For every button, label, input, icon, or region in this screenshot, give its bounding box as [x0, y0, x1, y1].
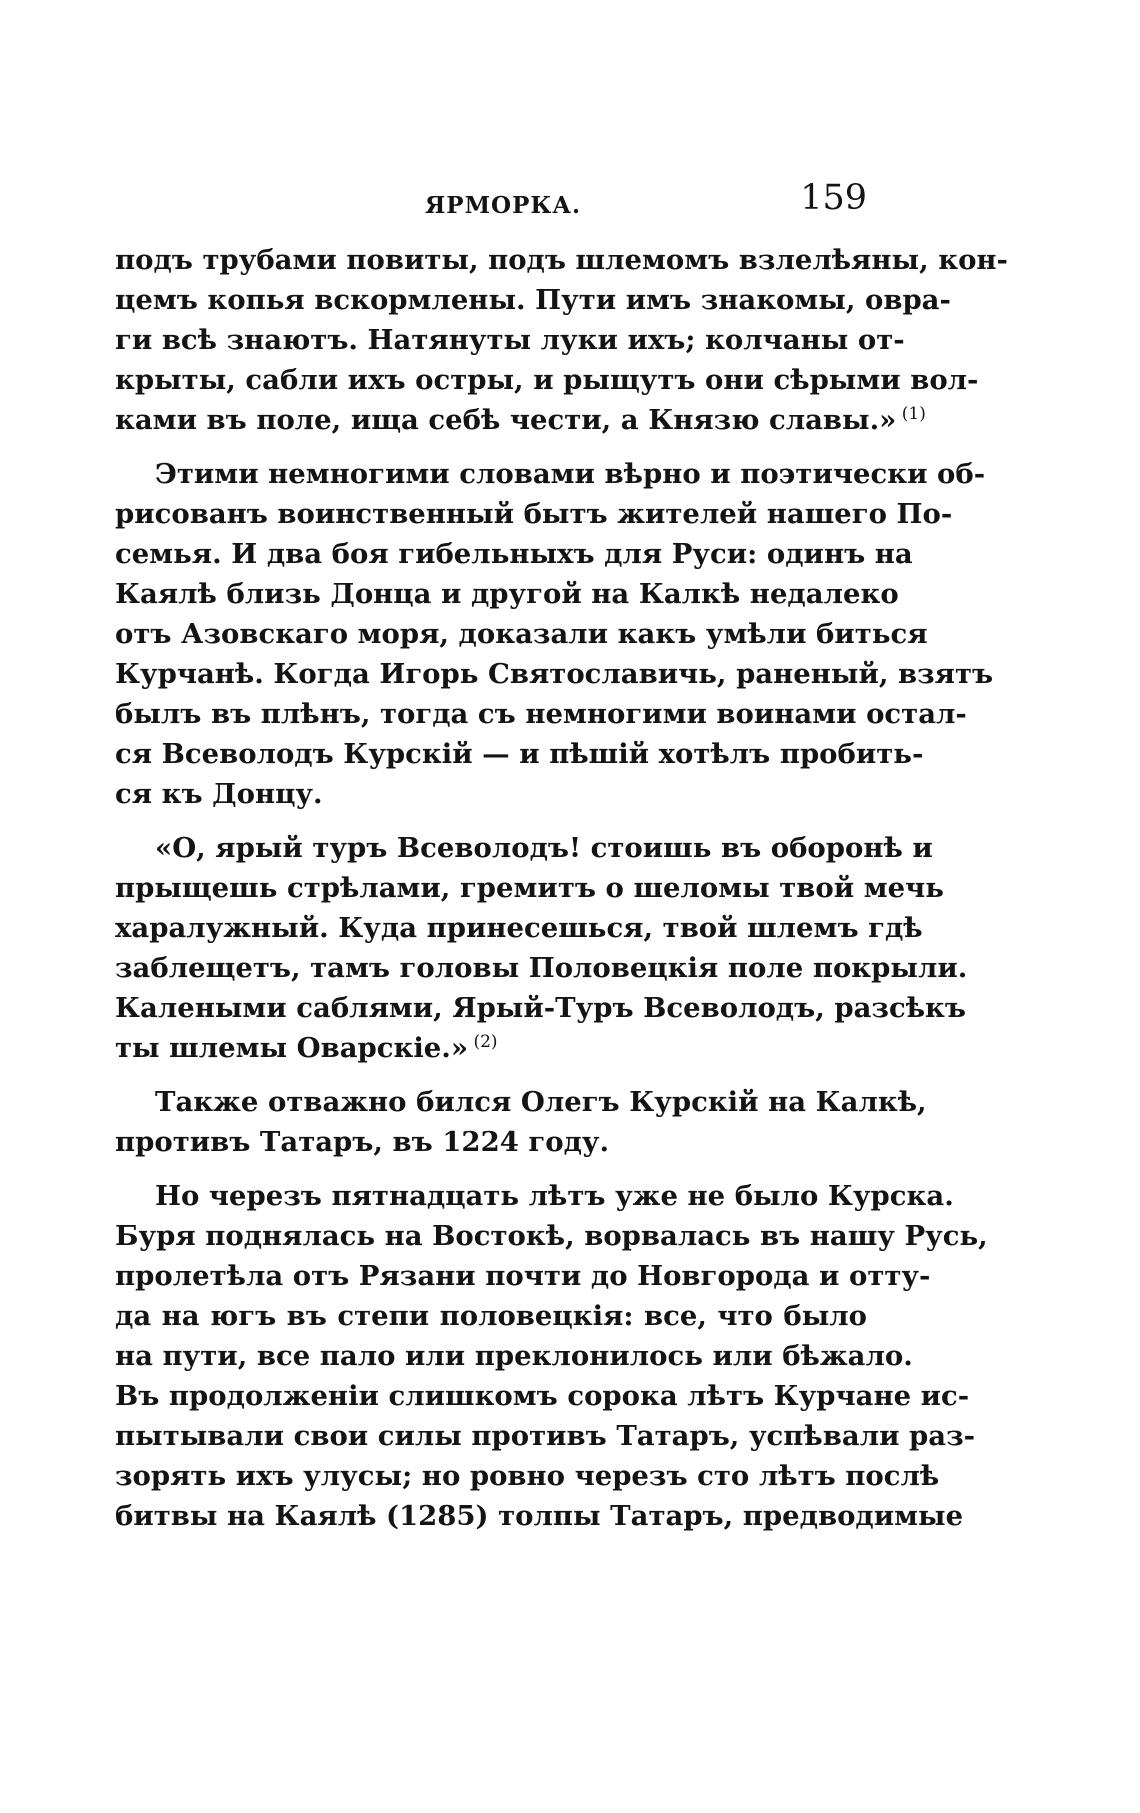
text-line: Этими немногими словами вѣрно и поэтически об- — [155, 458, 986, 490]
text-line: зорять ихъ улусы; но ровно черезъ сто лѣтъ послѣ — [115, 1460, 940, 1492]
footnote-marker: (1) — [896, 403, 926, 424]
text-line: харалужный. Куда принесешься, твой шлемъ гдѣ — [115, 912, 923, 944]
text-line: ками въ поле, ища себѣ чести, а Князю славы.» $^{(1)}$ — [115, 403, 926, 436]
paragraph-gap — [115, 440, 867, 454]
text-line: Курчанѣ. Когда Игорь Святославичь, раненый, взятъ — [115, 658, 994, 690]
text-line: отъ Азовскаго моря, доказали какъ умѣли биться — [115, 618, 928, 650]
body-text — [115, 240, 1008, 1536]
paragraph — [115, 828, 968, 1068]
text-line: Также отважно бился Олегъ Курскій на Калкѣ, — [155, 1086, 927, 1118]
text-line: крыты, сабли ихъ остры, и рыщутъ они сѣрыми вол- — [115, 364, 979, 396]
text-line: битвы на Каялѣ (1285) толпы Татаръ, предводимые — [115, 1500, 964, 1532]
text-line: Но черезъ пятнадцать лѣтъ уже не было Курска. — [155, 1180, 954, 1212]
paragraph-gap — [115, 814, 867, 828]
running-title: ЯРМОРКА. — [425, 192, 582, 219]
paragraph — [115, 1082, 927, 1162]
text-line: рисованъ воинственный бытъ жителей нашего По- — [115, 498, 953, 530]
text-line: пролетѣла отъ Рязани почти до Новгорода и отту- — [115, 1260, 931, 1292]
text-line: заблещетъ, тамъ головы Половецкія поле покрыли. — [115, 952, 968, 984]
text-line: Буря поднялась на Востокѣ, ворвалась въ нашу Русь, — [115, 1220, 988, 1252]
text-line: подъ трубами повиты, подъ шлемомъ взлелѣяны, кон- — [115, 244, 1008, 276]
paragraph — [115, 454, 994, 814]
page-header — [115, 176, 867, 226]
text-line: ся къ Донцу. — [115, 778, 323, 810]
paragraph-gap — [115, 1162, 867, 1176]
text-line: былъ въ плѣнъ, тогда съ немногими воинами остал- — [115, 698, 967, 730]
paragraph — [115, 1176, 988, 1536]
text-line: противъ Татаръ, въ 1224 году. — [115, 1126, 610, 1158]
text-line: на пути, все пало или преклонилось или бѣжало. — [115, 1340, 913, 1372]
text-line: прыщешь стрѣлами, гремитъ о шеломы твой мечь — [115, 872, 944, 904]
text-line: ся Всеволодъ Курскій — и пѣшій хотѣлъ пробить- — [115, 738, 924, 770]
text-line: Въ продолженіи слишкомъ сорока лѣтъ Курчане ис- — [115, 1380, 970, 1412]
text-line: цемъ копья вскормлены. Пути имъ знакомы, овра- — [115, 284, 951, 316]
text-line: семья. И два боя гибельныхъ для Руси: одинъ на — [115, 538, 913, 570]
paragraph-gap — [115, 1068, 867, 1082]
text-line: да на югъ въ степи половецкія: все, что было — [115, 1300, 867, 1332]
text-line: пытывали свои силы противъ Татаръ, успѣвали раз- — [115, 1420, 976, 1452]
page-number: 159 — [800, 178, 867, 218]
text-line: «О, ярый туръ Всеволодъ! стоишь въ оборонѣ и — [155, 832, 933, 864]
text-line: ты шлемы Оварскіе.» $^{(2)}$ — [115, 1031, 498, 1064]
text-line: ги всѣ знаютъ. Натянуты луки ихъ; колчаны от- — [115, 324, 905, 356]
paragraph — [115, 240, 1008, 440]
footnote-marker: (2) — [468, 1031, 498, 1052]
text-line: Калеными саблями, Ярый-Туръ Всеволодъ, разсѣкъ — [115, 992, 967, 1024]
text-line: Каялѣ близь Донца и другой на Калкѣ недалеко — [115, 578, 899, 610]
